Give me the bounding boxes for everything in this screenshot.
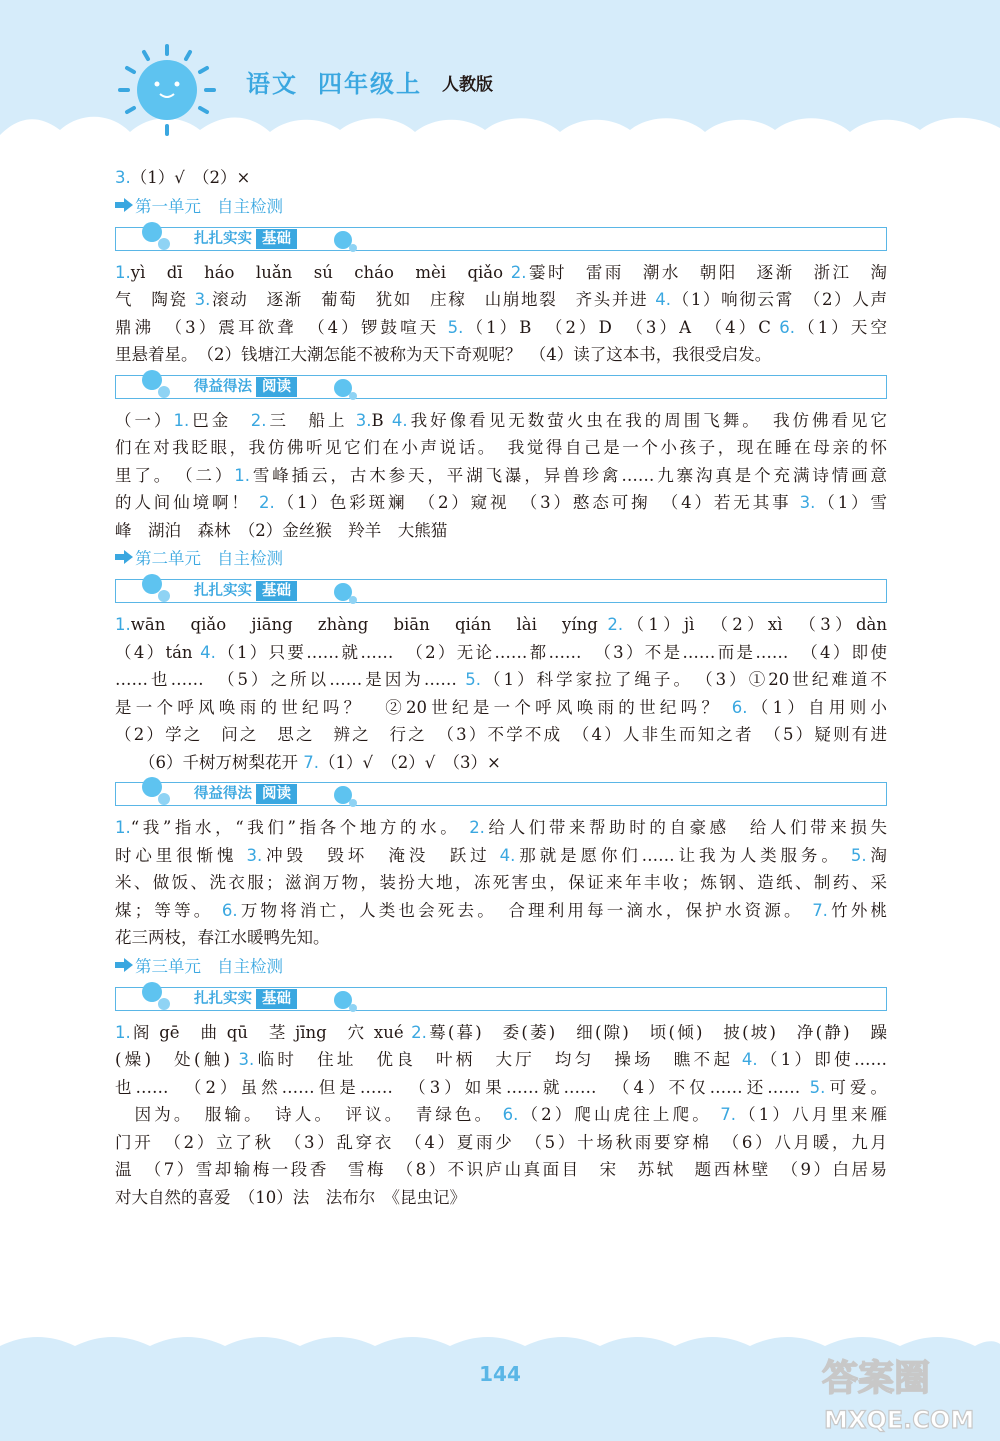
question-number: 3. [194,290,211,309]
answer-text: 们在对我眨眼，我仿佛听见它们在小声说话。 我觉得自己是一个小孩子，现在睡在母亲的怀 [115,438,887,457]
answer-text: 对大自然的喜爱 （10）法 法布尔 《昆虫记》 [115,1187,466,1207]
question-number: 5. [447,317,464,337]
section-title: 扎扎实实 [194,990,252,1007]
question-number: 6. [502,1105,519,1124]
answer-text: 峰 湖泊 森林 （2）金丝猴 羚羊 大熊猫 [115,520,448,540]
answer-text: (燥) 处(触) [115,1050,239,1069]
watermark-top-text: 答案圈 [822,1358,931,1399]
answer-text: （一） [115,410,174,430]
question-number: 1. [173,410,190,430]
answer-text: （4）tán [115,642,201,662]
answer-line [115,721,887,749]
answer-line [115,1046,887,1074]
answer-text: ……也…… （5）之所以……是因为…… [115,670,466,689]
question-number: 3. [799,493,816,512]
question-number: 3. [246,845,263,865]
question-number: 5. [465,670,481,689]
grade-title: 四年级上 [318,70,422,98]
unit-title: 第一单元 [135,196,201,216]
answer-text: （1）jì （2）xì （3）dàn [623,615,887,634]
answer-text: 临时 住址 优良 叶柄 大厅 均匀 操场 瞧不起 [254,1050,742,1069]
answer-line [115,462,887,490]
unit-subtitle: 自主检测 [217,956,283,976]
question-number: 7. [720,1105,736,1124]
answer-text: 因为。 服输。 诗人。 评议。 青绿色。 [115,1105,503,1124]
unit-title: 第三单元 [135,956,201,976]
section-tag: 基础 [256,581,297,601]
answer-line [115,611,887,639]
edition-label: 人教版 [442,75,493,95]
answer-text: （1）科学家拉了绳子。 （3）①20世纪难道不 [480,670,887,689]
answer-text: 给人们带来帮助时的自豪感 给人们带来损失 [484,818,887,837]
answer-line [115,1156,887,1184]
answer-text: （1）B （2）D （3）A （4）C [463,317,780,337]
question-number: 1. [115,262,131,282]
question-number: 2. [258,493,275,512]
section-header [115,579,887,603]
answer-text: （1）天空 [795,317,887,337]
question-number: 2. [607,615,624,634]
answer-text: 是一个呼风唤雨的世纪吗？ ②20世纪是一个呼风唤雨的世纪吗？ [115,697,732,717]
answer-text: 雪峰插云，古木参天，平湖飞瀑，异兽珍禽……九寨沟真是个充满诗情画意 [250,465,888,485]
section-tag: 基础 [256,229,297,249]
answer-text: 门开 （2）立了秋 （3）乱穿衣 （4）夏雨少 （5）十场秋雨要穿棉 （6）八月暖，九月 [115,1132,887,1152]
section-header [115,987,887,1011]
arrow-right-icon [115,192,135,221]
answer-line [115,286,887,314]
answer-line [115,1074,887,1102]
section-label [194,377,297,397]
answer-text: （1）√ （2）× [130,168,251,187]
answer-text: （1）色彩斑斓 （2）窥视 （3）憨态可掬 （4）若无其事 [274,493,800,512]
answer-text: “我”指水，“我们”指各个地方的水。 [130,818,470,837]
question-number: 2. [411,1022,427,1042]
answer-text: （1）自用则小 [747,697,887,717]
answer-text: （2）学之 问之 思之 辨之 行之 （3）不学不成 （4）人非生而知之者 （5）疑则有进 [115,725,887,744]
section-title: 扎扎实实 [194,230,252,247]
answer-text: 米、做饭、洗衣服；滋润万物，装扮大地，冻死害虫，保证来年丰收；炼钢、造纸、制药、采 [115,873,887,892]
section-tag: 阅读 [256,784,297,804]
question-number: 6. [221,900,238,920]
answer-text: （1）八月里来雁 [735,1105,888,1124]
question-number: 5. [850,845,867,865]
answer-line [115,749,887,777]
answer-line [115,897,887,925]
section-label [194,229,297,249]
section-header [115,782,887,806]
answer-line [115,341,887,369]
answer-text: （6）千树万树梨花开 [139,752,304,772]
question-number: 1. [234,465,250,485]
question-number: 6. [779,317,795,337]
answer-text: 霎时 雷雨 潮水 朝阳 逐渐 浙江 淘 [526,262,887,282]
answer-text: 温 （7）雪却输梅一段香 雪梅 （8）不识庐山真面目 宋 苏轼 题西林壁 （9）白居易 [115,1160,887,1179]
answer-line [115,489,887,517]
answer-text: wān qiǎo jiāng zhàng biān qián lài yíng [130,615,608,634]
question-number: 2. [250,410,267,430]
answer-text: （1）响彻云霄 （2）人声 [670,290,888,309]
answer-text: 淘 [866,845,888,865]
answer-text: 时心里很惭愧 [115,845,247,865]
section-label [194,989,297,1009]
subject-title: 语文 [246,70,298,98]
question-number: 4. [655,290,671,309]
question-number: 4. [741,1050,758,1069]
answer-line [115,639,887,667]
answer-text: （1）即使…… [757,1050,888,1069]
section-header [115,227,887,251]
watermark-logo [820,1350,995,1435]
answer-text: 竹外桃 [827,900,888,920]
answer-line [115,517,887,545]
question-number: 2. [510,262,527,282]
question-number: 4. [499,845,516,865]
answer-text: 冲毁 毁坏 淹没 跃过 [262,845,500,865]
question-number: 1. [115,615,131,634]
answer-line [115,314,887,342]
answer-text: 万物将消亡，人类也会死去。 合理利用每一滴水，保护水资源。 [237,900,813,920]
question-number: 1. [115,1022,131,1042]
answer-line [115,259,887,287]
section-title: 得益得法 [194,378,252,395]
answer-line [115,1019,887,1047]
unit-title: 第二单元 [135,549,201,568]
answer-text: B [371,410,392,430]
header-band [0,0,1000,160]
answer-text: 蓦(暮) 委(萎) 细(隙) 顷(倾) 披(坡) 净(静) 躁 [426,1022,887,1042]
question-number: 3. [355,410,372,430]
answer-line [115,434,887,462]
answer-line [115,1184,887,1212]
question-number: 6. [731,697,748,717]
unit-subtitle: 自主检测 [217,196,283,216]
question-number: 3. [115,168,131,187]
answer-line [115,1101,887,1129]
unit-heading [115,192,887,221]
answer-text: yì dī háo luǎn sú cháo mèi qiǎo [130,262,511,282]
section-title: 扎扎实实 [194,583,252,599]
question-number: 2. [469,818,485,837]
answer-text: 可爱。 [825,1077,888,1097]
unit-subtitle: 自主检测 [217,549,283,568]
sun-icon [110,40,220,140]
answer-text: 滚动 逐渐 葡萄 犹如 庄稼 山崩地裂 齐头并进 [210,290,656,309]
question-number: 7. [303,752,319,772]
section-tag: 基础 [256,989,297,1009]
answer-text: 阁 gē 曲 qū 茎 jīng 穴 xué [130,1022,412,1042]
question-number: 4. [200,642,216,662]
page-number: 144 [479,1362,521,1386]
answer-text: 巴金 [189,410,251,430]
answer-line [115,164,887,192]
arrow-right-icon [115,544,135,573]
answer-text: 气 陶瓷 [115,290,195,309]
section-label [194,784,297,804]
answer-text: （1）√ （2）√ （3）× [319,752,501,772]
unit-heading [115,952,887,981]
answer-line [115,407,887,435]
answer-text: 那就是愿你们……让我为人类服务。 [515,845,851,865]
answer-text: 三 船上 [266,410,356,430]
watermark-bottom-text: MXQE.COM [824,1406,975,1434]
answer-line [115,666,887,694]
answer-content [115,164,887,1211]
answer-line [115,842,887,870]
question-number: 3. [238,1050,255,1069]
answer-line [115,814,887,842]
answer-text: 里悬着星。 （2）钱塘江大潮怎能不被称为天下奇观呢？ （4）读了这本书，我很受启发。 [115,345,772,364]
answer-text: （1）只要……就…… （2）无论……都…… （3）不是……而是…… （4）即使 [215,642,887,662]
answer-line [115,694,887,722]
answer-text: 鼎沸 （3）震耳欲聋 （4）锣鼓喧天 [115,317,448,337]
answer-text: 煤；等等。 [115,900,222,920]
section-tag: 阅读 [256,377,297,397]
answer-text: 花三两枝，春江水暖鸭先知。 [115,928,330,947]
answer-text: （2）爬山虎往上爬。 [518,1105,721,1124]
answer-text: 我好像看见无数萤火虫在我的周围飞舞。 我仿佛看见它 [407,410,888,430]
question-number: 5. [809,1077,826,1097]
section-title: 得益得法 [194,786,252,802]
section-header [115,375,887,399]
section-label [194,581,297,601]
answer-line [115,869,887,897]
unit-heading [115,544,887,573]
answer-text: 的人间仙境啊！ [115,493,259,512]
question-number: 7. [812,900,828,920]
answer-text: 里了。 （二） [115,465,235,485]
arrow-right-icon [115,952,135,981]
answer-text: （1）雪 [815,493,887,512]
answer-line [115,924,887,952]
answer-text: 也…… （2）虽然……但是…… （3）如果……就…… （4）不仅……还…… [115,1077,810,1097]
question-number: 4. [391,410,408,430]
answer-line [115,1129,887,1157]
question-number: 1. [115,818,131,837]
